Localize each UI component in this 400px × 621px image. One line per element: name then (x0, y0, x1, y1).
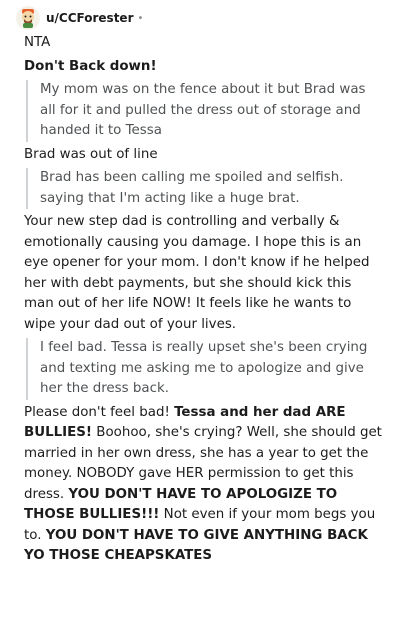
paragraph (24, 403, 384, 567)
snoo-avatar-icon[interactable] (16, 6, 40, 30)
text-run: Boohoo, she's crying? Well, she should get married in her own dress, she has a year to get the money. NOBODY gave HER permission to get this dress. (24, 425, 382, 502)
comment-header (16, 6, 384, 30)
comment-body (24, 33, 384, 567)
blockquote (26, 80, 384, 142)
bold-text: YOU DON'T HAVE TO APOLOGIZE TO THOSE BULLIES!!! (24, 486, 338, 522)
text-run: NTA (24, 35, 51, 50)
text-run: Brad was out of line (24, 146, 158, 162)
paragraph (24, 57, 384, 78)
text-run: Brad has been calling me spoiled and selfish. saying that I'm acting like a huge brat. (40, 170, 344, 206)
paragraph (24, 212, 384, 335)
text-run: My mom was on the fence about it but Brad was all for it and pulled the dress out of storage and handed it to Tessa (40, 82, 366, 138)
bold-text: YOU DON'T HAVE TO GIVE ANYTHING BACK YO THOSE CHEAPSKATES (24, 527, 368, 563)
paragraph (24, 145, 384, 166)
text-run: Not even if your mom begs you to. (24, 507, 376, 543)
bold-text: Tessa and her dad ARE BULLIES! (24, 404, 346, 440)
blockquote (26, 168, 384, 209)
text-run: Your new step dad is controlling and verbally & emotionally causing you damage. I hope this is an eye opener for your mom. I don't know if he helped her with debt payments, but she should kick this man out of her life NOW! It feels like he wants to wipe your dad out of your lives. (24, 214, 370, 332)
separator-dot: • (137, 12, 144, 24)
paragraph (24, 33, 384, 54)
text-run: I feel bad. Tessa is really upset she's been crying and texting me asking me to apologize and give her the dress back. (40, 340, 368, 396)
blockquote (26, 338, 384, 400)
bold-text: Don't Back down! (24, 58, 157, 74)
username-link[interactable]: u/CCForester (46, 11, 134, 25)
text-run: Please don't feel bad! (24, 404, 175, 420)
